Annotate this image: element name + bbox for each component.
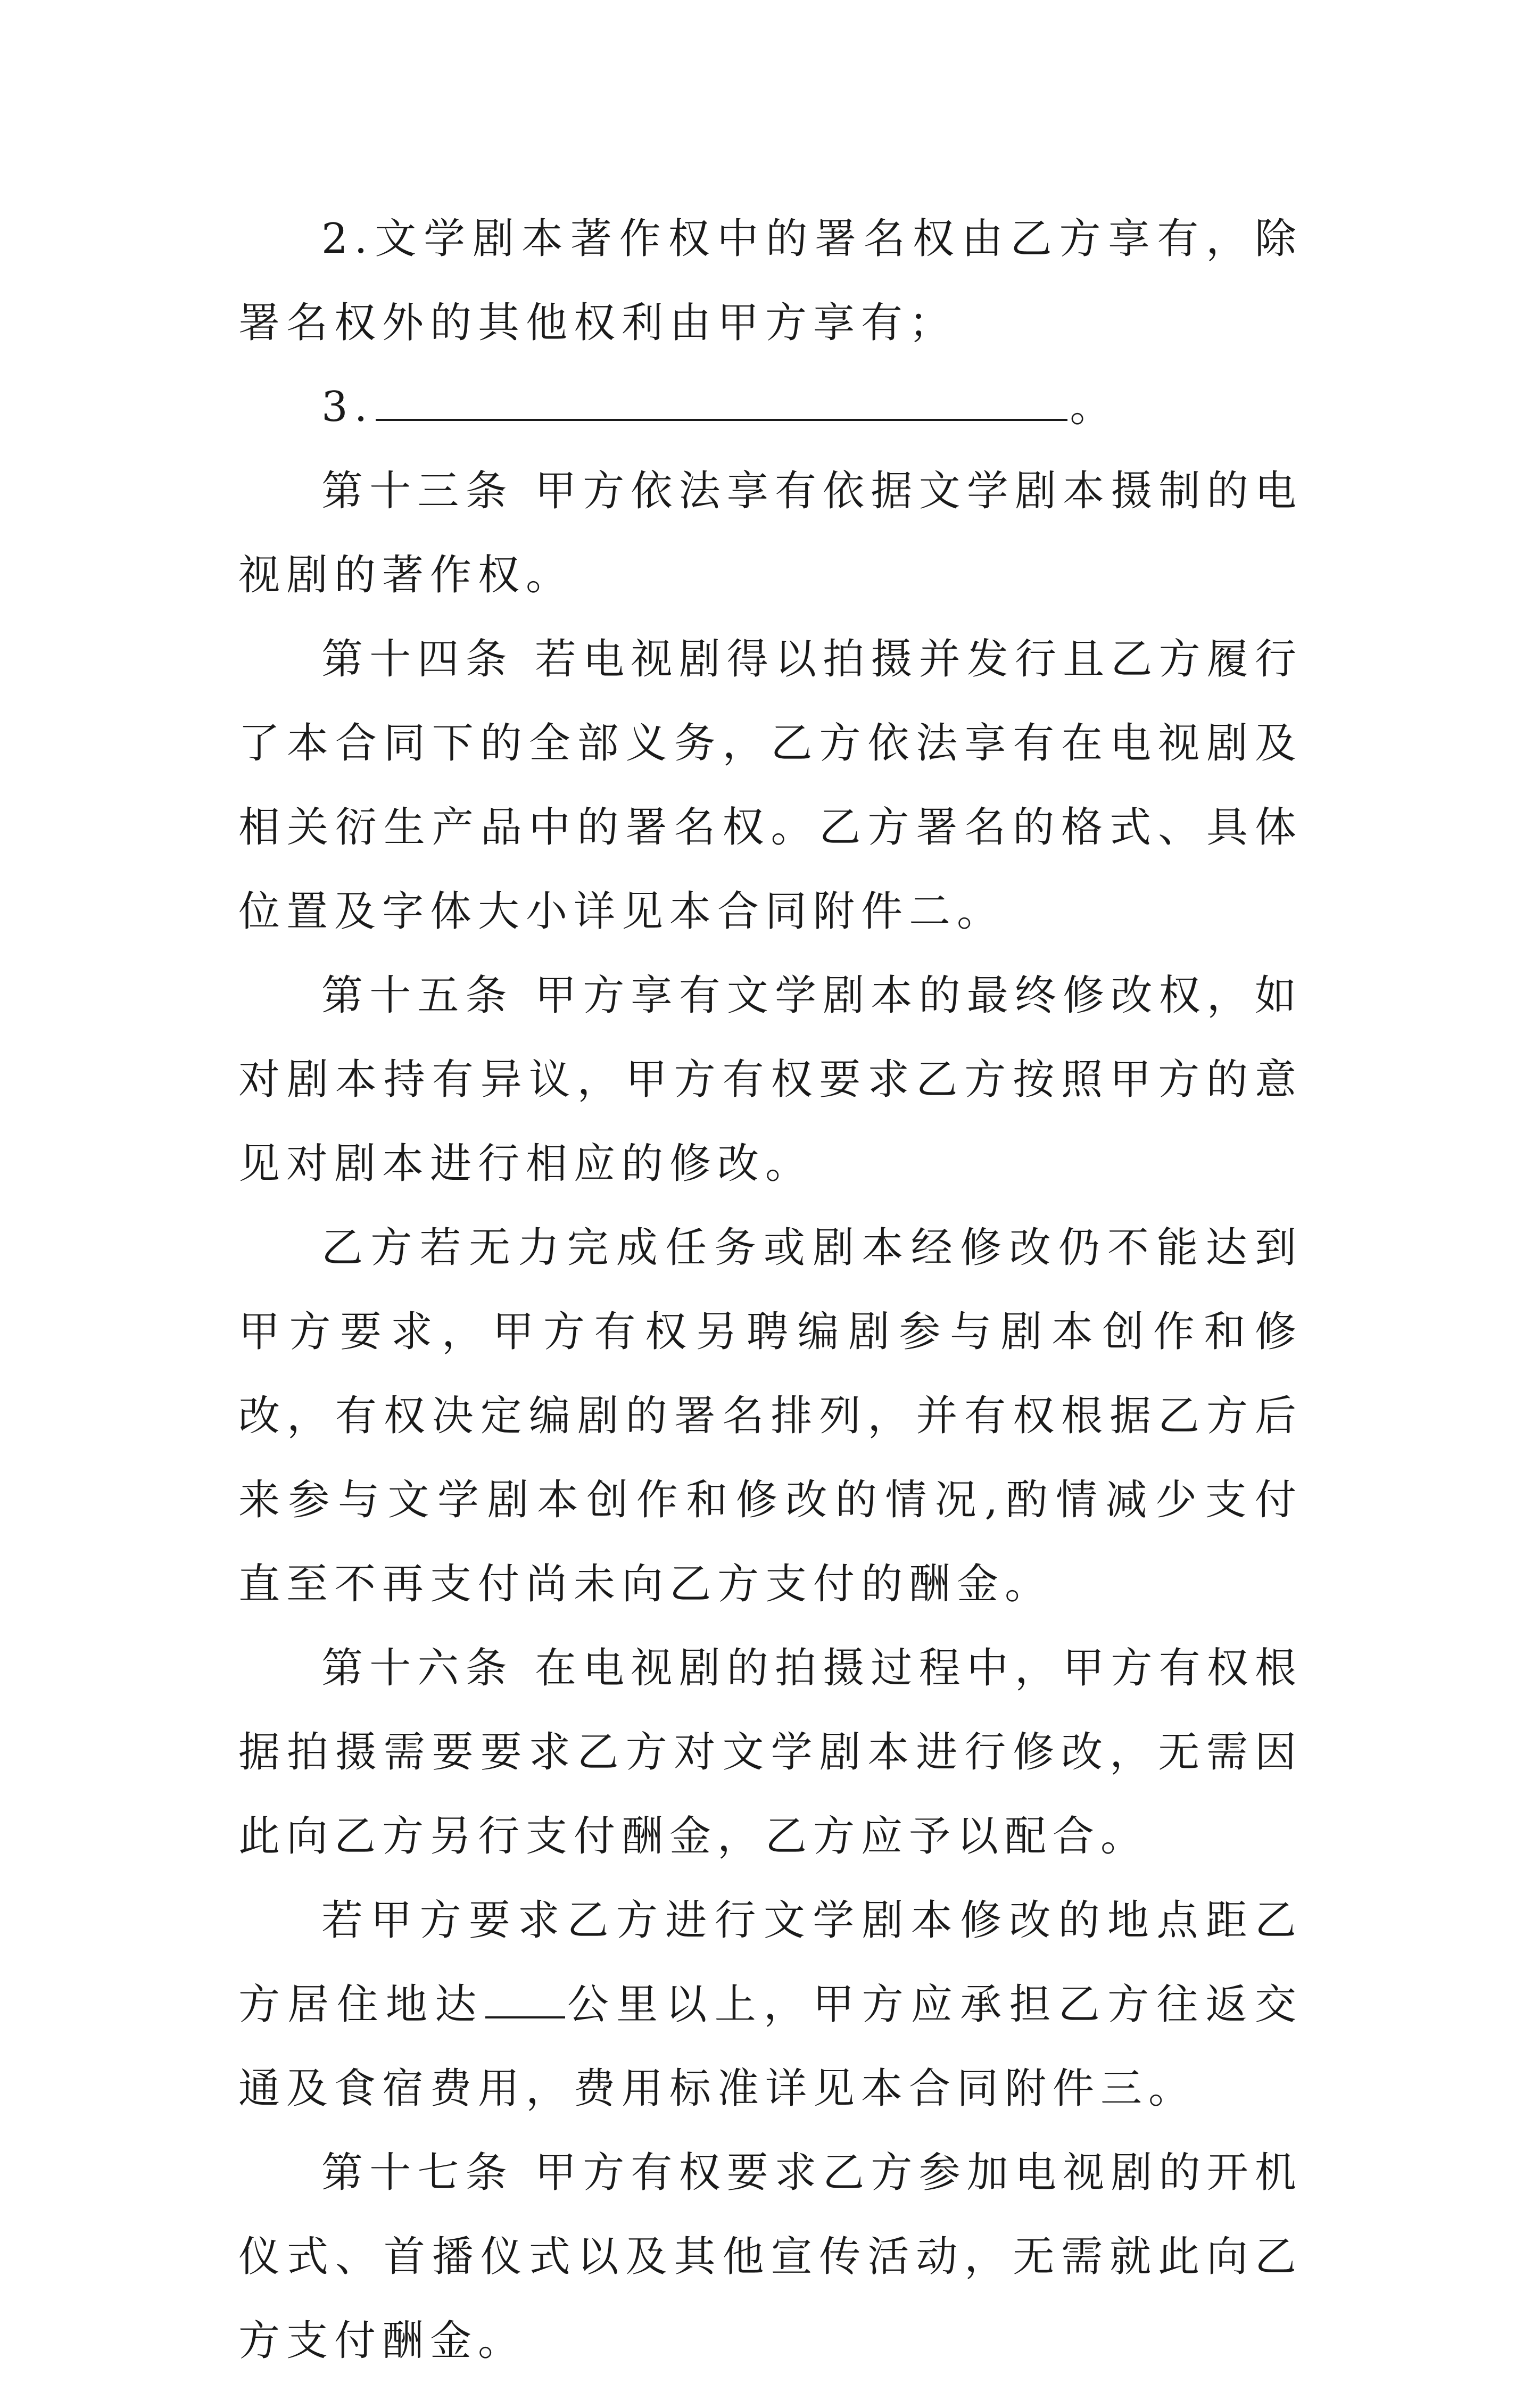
clause-2-paragraph	[238, 197, 1303, 365]
article-16-body: 在电视剧的拍摄过程中，甲方有权根据拍摄需要要求乙方对文学剧本进行修改，无需因此向乙方另行支付酬金，乙方应予以配合。	[238, 1644, 1303, 1860]
article-14-body: 若电视剧得以拍摄并发行且乙方履行了本合同下的全部义务，乙方依法享有在电视剧及相关衍生产品中的署名权。乙方署名的格式、具体位置及字体大小详见本合同附件二。	[238, 635, 1303, 936]
article-13-body: 甲方依法享有依据文学剧本摄制的电视剧的著作权。	[238, 467, 1303, 599]
article-16-continuation-suffix: 公里以上，甲方应承担乙方往返交通及食宿费用，费用标准详见本合同附件三。	[238, 1981, 1303, 2113]
article-15-continuation-text: 乙方若无力完成任务或剧本经修改仍不能达到甲方要求，甲方有权另聘编剧参与剧本创作和修改，有权决定编剧的署名排列，并有权根据乙方后来参与文学剧本创作和修改的情况,酌情减少支付直至不再支付尚未向乙方支付的酬金。	[238, 1224, 1303, 1608]
article-13-heading: 第十三条	[321, 467, 514, 515]
article-17-paragraph	[238, 2131, 1303, 2383]
article-15-continuation	[238, 1206, 1303, 1626]
clause-3-paragraph	[238, 365, 1303, 449]
clause-3-blank-line	[376, 387, 1067, 421]
article-17-body: 甲方有权要求乙方参加电视剧的开机仪式、首播仪式以及其他宣传活动，无需就此向乙方支付酬金。	[238, 2149, 1303, 2365]
article-17-heading: 第十七条	[321, 2149, 514, 2197]
article-15-heading: 第十五条	[321, 972, 514, 1020]
clause-2-text: 2.文学剧本著作权中的署名权由乙方享有，除署名权外的其他权利由甲方享有；	[238, 215, 1303, 347]
article-13-paragraph	[238, 449, 1303, 617]
article-16-paragraph	[238, 1626, 1303, 1879]
article-16-heading: 第十六条	[321, 1644, 514, 1692]
distance-blank-line	[485, 1984, 565, 2018]
article-14-paragraph	[238, 617, 1303, 954]
clause-3-number: 3.	[321, 383, 374, 431]
article-15-body: 甲方享有文学剧本的最终修改权，如对剧本持有异议，甲方有权要求乙方按照甲方的意见对剧本进行相应的修改。	[238, 972, 1303, 1188]
article-16-continuation-prefix: 若甲方要求乙方进行文学剧本修改的地点距乙方居住地达	[238, 1897, 1303, 2029]
article-16-continuation	[238, 1879, 1303, 2131]
article-15-paragraph	[238, 954, 1303, 1206]
clause-3-period: 。	[1070, 383, 1118, 431]
contract-text	[238, 197, 1303, 2383]
article-14-heading: 第十四条	[321, 635, 514, 683]
